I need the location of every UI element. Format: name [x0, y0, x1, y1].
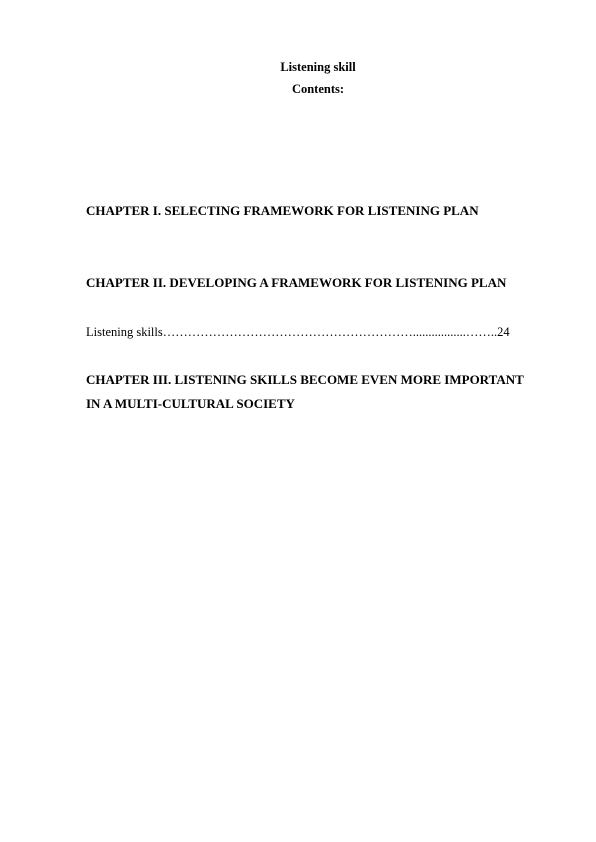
toc-text: Listening skills…………………………………………………….................……..24: [86, 325, 510, 339]
chapter-heading: IN A MULTI-CULTURAL SOCIETY: [86, 396, 295, 411]
toc-chapter-3-continued: [86, 396, 551, 412]
toc-chapter-1: [86, 203, 551, 219]
chapter-heading: CHAPTER II. DEVELOPING A FRAMEWORK FOR LISTENING PLAN: [86, 275, 507, 290]
toc-chapter-2: [86, 275, 551, 291]
toc-chapter-3: [86, 372, 551, 388]
contents-heading: Contents:: [291, 82, 345, 96]
document-title: Listening skill: [280, 60, 356, 74]
toc-entry-2-1-continued: [86, 324, 551, 340]
chapter-heading: CHAPTER III. LISTENING SKILLS BECOME EVEN MORE IMPORTANT: [86, 372, 524, 387]
chapter-heading: CHAPTER I. SELECTING FRAMEWORK FOR LISTENING PLAN: [86, 203, 479, 218]
